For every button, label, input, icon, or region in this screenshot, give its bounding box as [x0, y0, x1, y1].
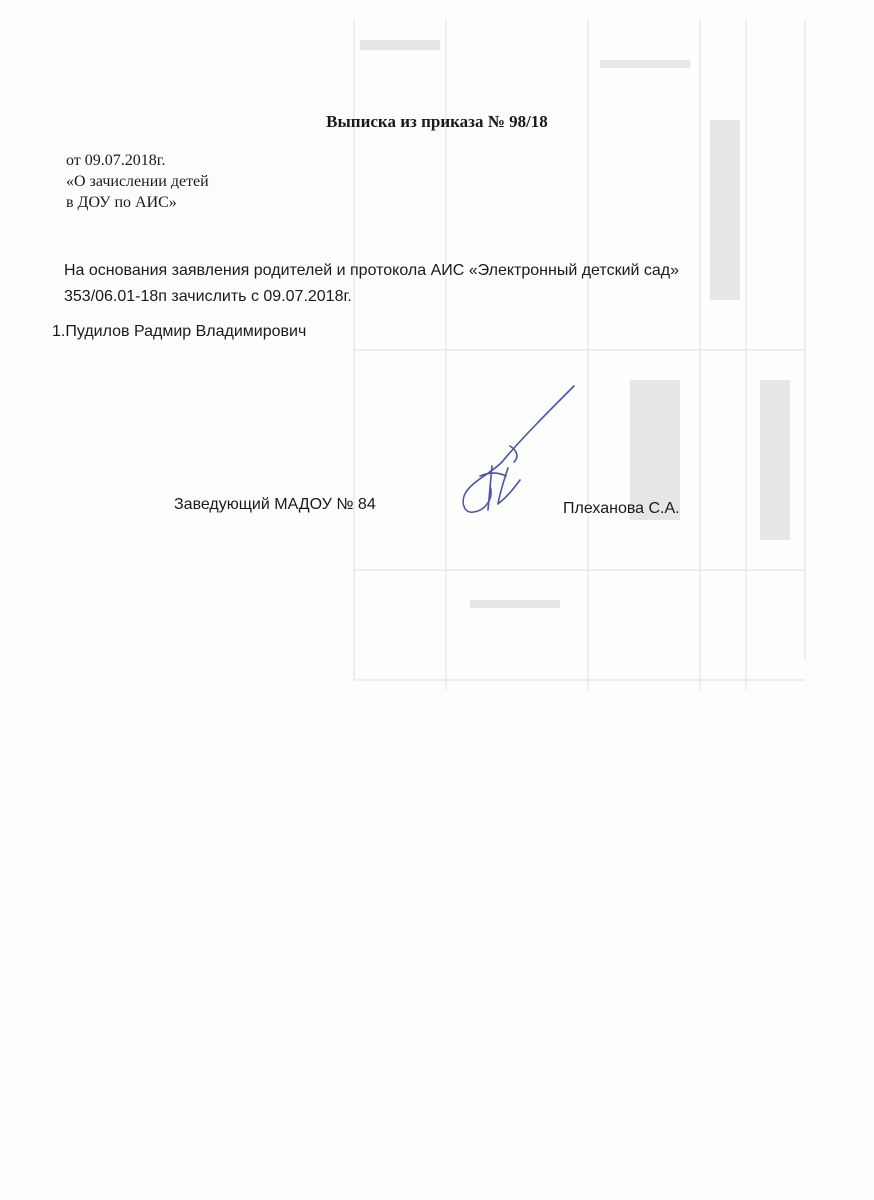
order-body: [64, 258, 784, 310]
enrolled-child: 1.Пудилов Радмир Владимирович: [52, 323, 307, 340]
order-body-line-2: 353/06.01-18п зачислить с 09.07.2018г.: [64, 288, 352, 305]
document-title: Выписка из приказа № 98/18: [326, 112, 548, 131]
order-date: от 09.07.2018г.: [66, 152, 166, 169]
order-subject-line-1: «О зачислении детей: [66, 173, 209, 190]
order-body-line-1: На основания заявления родителей и протокола АИС «Электронный детский сад»: [64, 262, 680, 279]
signatory-name: Плеханова С.А.: [563, 500, 680, 517]
order-meta: [66, 150, 209, 213]
order-subject-line-2: в ДОУ по АИС»: [66, 194, 177, 211]
signatory-position: Заведующий МАДОУ № 84: [174, 496, 376, 513]
